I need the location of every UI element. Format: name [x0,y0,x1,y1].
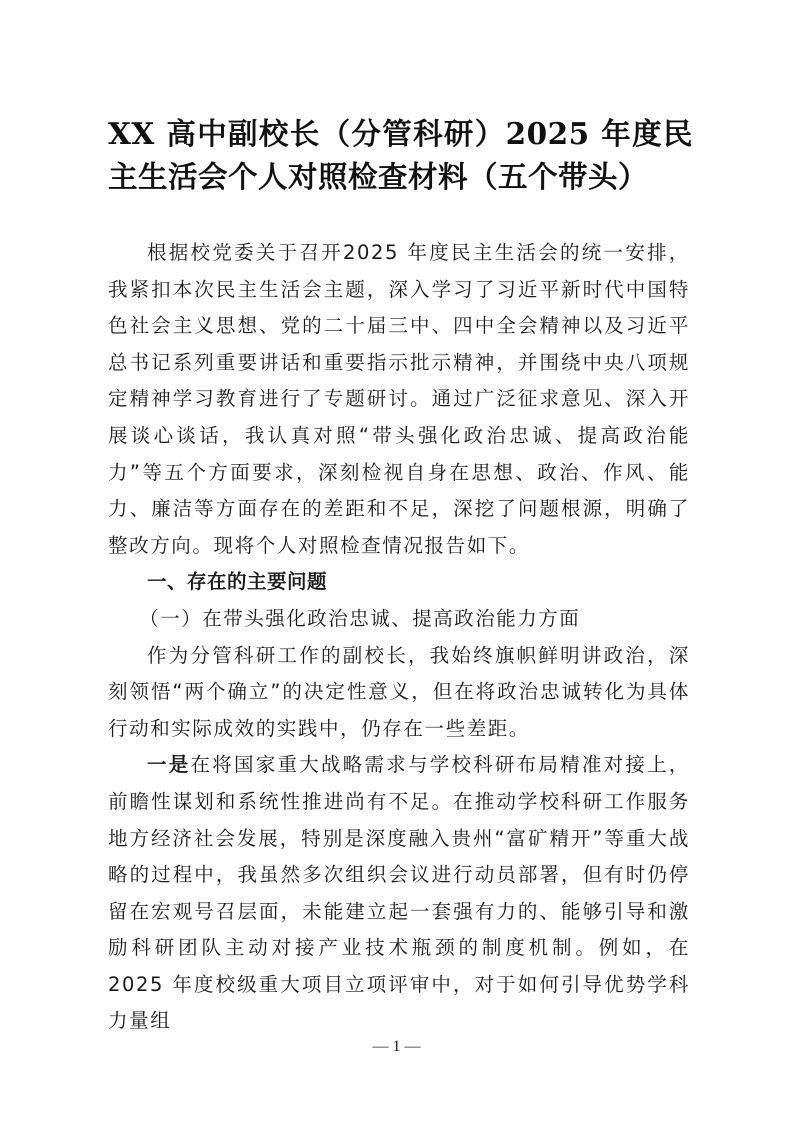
section-heading: 一、存在的主要问题 [147,570,328,594]
point-text: 在将国家重大战略需求与学校科研布局精准对接上，前瞻性谋划和系统性推进尚有不足。在推动学校科研工作服务地方经济社会发展，特别是深度融入贵州“富矿精开”等重大战略的过程中，我虽然多次组织会议进行动员部署，但有时仍停留在宏观号召层面，未能建立起一套强有力的、能够引导和激励科研团队主动对接产业技术瓶颈的制度机制。例如，在2025 年度校级重大项目立项评审中，对于如何引导优势学科力量组 [108,753,690,1033]
point-paragraph [108,747,690,1040]
point-lead: 一是 [147,753,191,777]
page-number: — 1 — [372,1038,421,1055]
subsection-paragraph: 作为分管科研工作的副校长，我始终旗帜鲜明讲政治，深刻领悟“两个确立”的决定性意义，但在将政治忠诚转化为具体行动和实际成效的实践中，仍存在一些差距。 [108,643,690,740]
document-body [108,235,690,1040]
subsection-heading: （一）在带头强化政治忠诚、提高政治能力方面 [139,606,581,630]
intro-paragraph: 根据校党委关于召开2025 年度民主生活会的统一安排，我紧扣本次民主生活会主题，深入学习了习近平新时代中国特色社会主义思想、党的二十届三中、四中全会精神以及习近平总书记系列重要讲话和重要指示批示精神，并围绕中央八项规定精神学习教育进行了专题研讨。通过广泛征求意见、深入开展谈心谈话，我认真对照“带头强化政治忠诚、提高政治能力”等五个方面要求，深刻检视自身在思想、政治、作风、能力、廉洁等方面存在的差距和不足，深挖了问题根源，明确了整改方向。现将个人对照检查情况报告如下。 [108,241,690,557]
document-title: XX 高中副校长（分管科研）2025 年度民主生活会个人对照检查材料（五个带头） [108,116,693,194]
